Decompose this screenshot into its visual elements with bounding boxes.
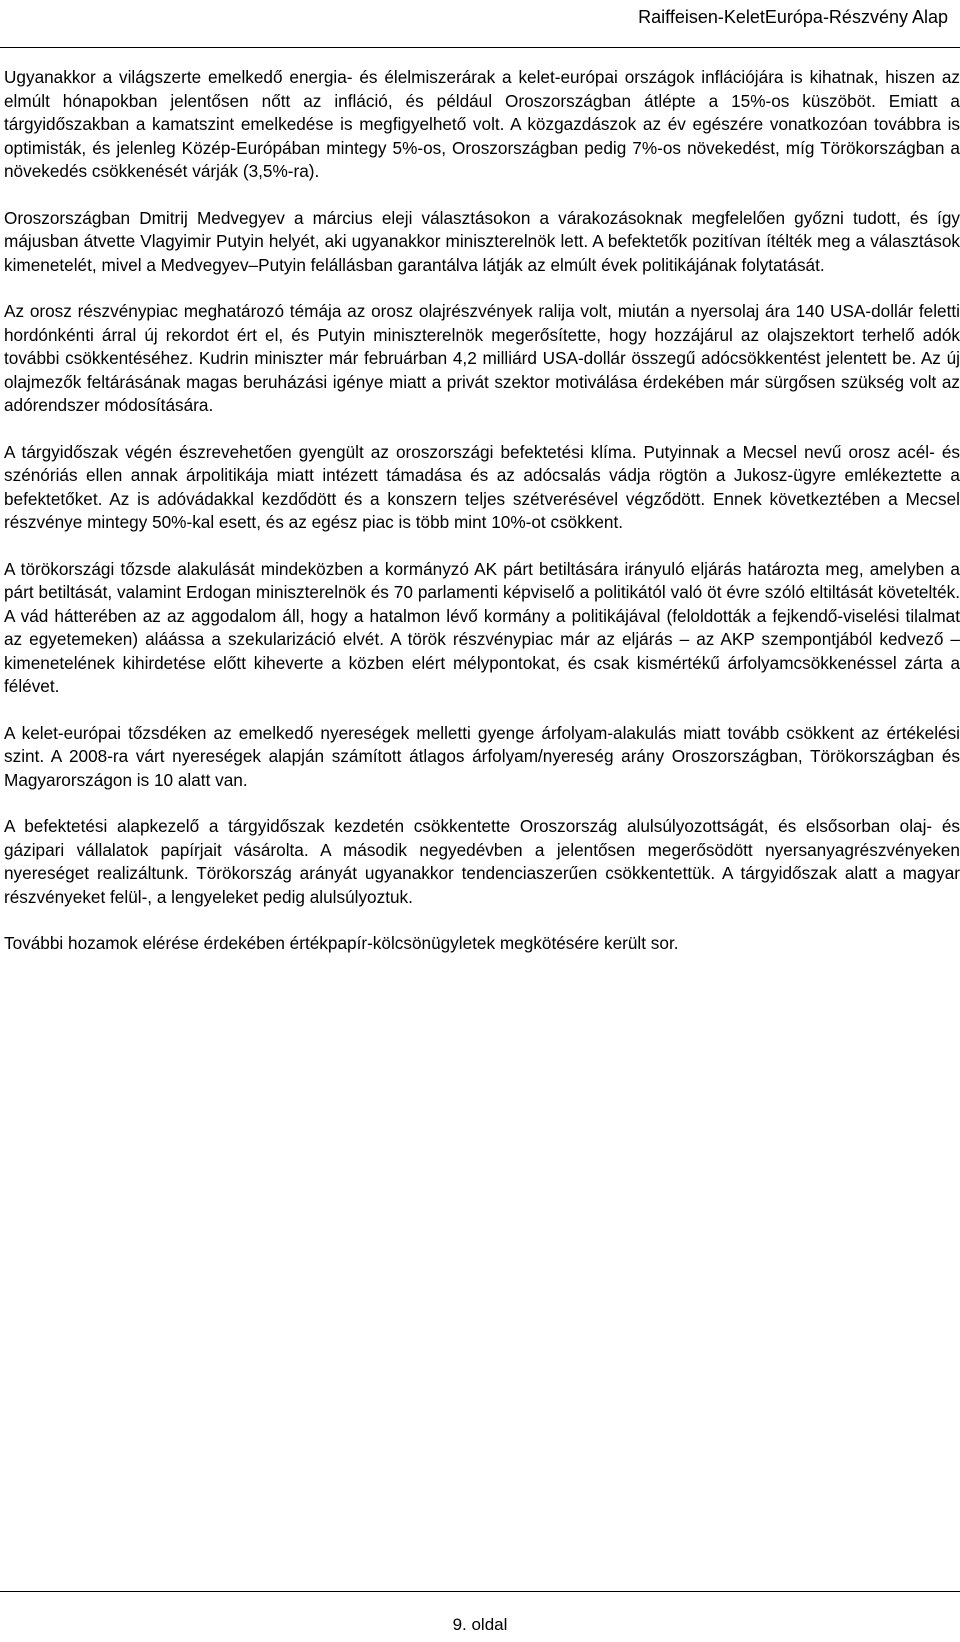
paragraph-russian-oil: Az orosz részvénypiac meghatározó témája az orosz olajrészvények ralija volt, miután a nyersolaj ára 140 USA-dollár feletti hordónkénti árral új rekordot ért el, és Putyin miniszterelnök megerősítette, hogy hozzájárul az olajszektort terhelő adók további csökkentéséhez. Kudrin miniszter már februárban 4,2 milliárd USA-dollár összegű adócsökkentést jelentett be. Az új olajmezők feltárásának magas beruházási igénye miatt a privát szektor motiválása érdekében már sürgősen szükség volt az adórendszer módosítására. <box>4 301 960 415</box>
page-header <box>0 0 960 48</box>
paragraph-turkish-market: A törökországi tőzsde alakulását mindeközben a kormányzó AK párt betiltására irányuló eljárás határozta meg, amelyben a párt betiltását, valamint Erdogan miniszterelnök és 70 parlamenti képviselő a politikától való öt évre szóló eltiltását követelték. A vád hátterében az az aggodalom áll, hogy a hatalmon lévő kormány a politikájával (feloldották a fejkendő-viselési tilalmat az egyetemeken) aláássa a szekularizáció elvét. A török részvénypiac már az eljárás – az AKP szempontjából kedvező – kimenetelének kihirdetése előtt kiheverte a közben elért mélypontokat, és csak kismértékű árfolyamcsökkenéssel zárta a félévet. <box>4 558 960 696</box>
paragraph-fund-management: A befektetési alapkezelő a tárgyidőszak kezdetén csökkentette Oroszország alulsúlyozottságát, és elsősorban olaj- és gázipari vállalatok papírjait vásárolta. A második negyedévben a jelentősen megerősödött nyersanyagrészvényeken nyereséget realizáltunk. Törökország arányát ugyanakkor tendenciaszerűen csökkentettük. A tárgyidőszak alatt a magyar részvényeket felül-, a lengyeleket pedig alulsúlyoztuk. <box>4 816 960 907</box>
page-number: 9. oldal <box>452 1615 508 1634</box>
paragraph-investment-climate: A tárgyidőszak végén észrevehetően gyengült az oroszországi befektetési klíma. Putyinnak a Mecsel nevű orosz acél- és szénóriás ellen annak árpolitikája miatt intézett támadása és az adócsalás vádja rögtön a Jukosz-ügyre emlékeztette a befektetőket. Az is adóvádakkal kezdődött és a konszern teljes szétverésével végződött. Ennek következtében a Mecsel részvénye mintegy 50%-kal esett, és az egész piac is több mint 10%-ot csökkent. <box>4 441 960 532</box>
paragraph-russian-election: Oroszországban Dmitrij Medvegyev a március eleji választásokon a várakozásoknak megfelelően győzni tudott, és így májusban átvette Vlagyimir Putyin helyét, aki ugyanakkor miniszterelnök lett. A befektetők pozitívan ítélték meg a választások kimenetelét, mivel a Medvegyev–Putyin felállásban garantálva látják az elmúlt évek politikájának folytatását. <box>4 207 960 275</box>
paragraph-valuation: A kelet-európai tőzsdéken az emelkedő nyereségek melletti gyenge árfolyam-alakulás miatt tovább csökkent az értékelési szint. A 2008-ra várt nyereségek alapján számított átlagos árfolyam/nyereség arány Oroszországban, Törökországban és Magyarországon is 10 alatt van. <box>4 722 960 790</box>
document-body <box>4 66 960 979</box>
paragraph-securities-lending: További hozamok elérése érdekében értékpapír-kölcsönügyletek megkötésére került sor. <box>4 933 679 953</box>
footer-divider <box>0 1591 960 1592</box>
paragraph-inflation: Ugyanakkor a világszerte emelkedő energia- és élelmiszerárak a kelet-európai országok inflációjára is kihatnak, hiszen az elmúlt hónapokban jelentősen nőtt az infláció, és például Oroszországban átlépte a 15%-os küszöböt. Emiatt a tárgyidőszakban a kamatszint emelkedése is megfigyelhető volt. A közgazdászok az év egészére vonatkozóan továbbra is optimisták, és jelenleg Közép-Európában mintegy 5%-os, Oroszországban pedig 7%-os növekedést, míg Törökországban a növekedés csökkenését várják (3,5%-ra). <box>4 67 960 181</box>
document-title: Raiffeisen-KeletEurópa-Részvény Alap <box>638 7 948 27</box>
